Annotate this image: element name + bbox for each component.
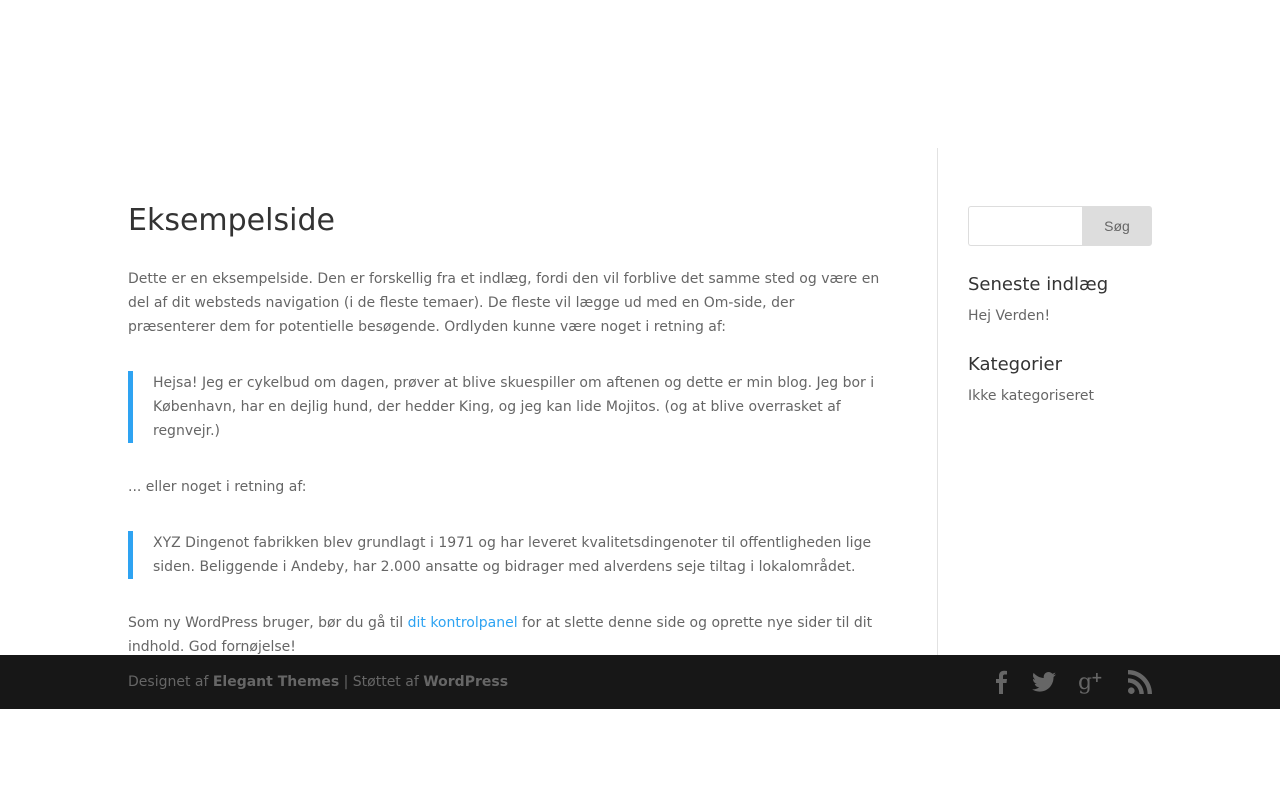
outro-paragraph: [128, 611, 880, 659]
middle-paragraph: ... eller noget i retning af:: [128, 479, 307, 495]
page-title: Eksempelside: [128, 203, 335, 238]
dashboard-link[interactable]: dit kontrolpanel: [407, 615, 518, 631]
footer: [0, 655, 1280, 709]
twitter-icon[interactable]: [1008, 670, 1056, 694]
svg-text:+: +: [1091, 670, 1103, 686]
category-link[interactable]: Ikke kategoriseret: [968, 388, 1095, 404]
search-input[interactable]: [968, 206, 1082, 246]
google-plus-icon[interactable]: [1056, 670, 1104, 694]
search-form: [968, 206, 1152, 246]
recent-post-link[interactable]: Hej Verden!: [968, 308, 1051, 324]
outro-text-before: Som ny WordPress bruger, bør du gå til: [128, 615, 408, 631]
footer-credits: [128, 674, 508, 690]
categories-title: Kategorier: [968, 354, 1062, 375]
content-area: [128, 148, 1152, 655]
footer-inner: [128, 655, 1152, 709]
list-item: [968, 384, 1152, 408]
intro-paragraph: Dette er en eksempelside. Den er forskellig fra et indlæg, fordi den vil forblive det samme sted og være en del af dit websteds navigation (i de fleste temaer). De fleste vil lægge ud med en Om-side, der præsenterer dem for potentielle besøgende. Ordlyden kunne være noget i retning af:: [128, 271, 880, 335]
facebook-icon[interactable]: [960, 670, 1008, 694]
search-button[interactable]: Søg: [1082, 206, 1152, 246]
outro-text-after: for at slette denne side og oprette nye sider til dit indhold. God fornøjelse!: [128, 615, 873, 655]
blockquote-1: [128, 371, 880, 443]
recent-posts-list: [968, 304, 1152, 328]
wordpress-link[interactable]: WordPress: [423, 674, 509, 690]
rss-icon[interactable]: [1104, 670, 1152, 694]
sidebar: [968, 206, 1152, 432]
svg-text:g: g: [1078, 670, 1093, 694]
main-content: [128, 148, 880, 655]
designer-link[interactable]: Elegant Themes: [212, 674, 340, 690]
blockquote-2: [128, 531, 880, 579]
recent-posts-title: Seneste indlæg: [968, 274, 1109, 295]
designed-by-text: Designet af: [128, 674, 209, 690]
blockquote-1-text: Hejsa! Jeg er cykelbud om dagen, prøver at blive skuespiller om aftenen og dette er min blog. Jeg bor i København, har en dejlig hund, der hedder King, og jeg kan lide Mojitos. (og at blive overrasket af regnvejr.): [153, 375, 875, 439]
powered-by-text: | Støttet af: [343, 674, 419, 690]
blockquote-2-text: XYZ Dingenot fabrikken blev grundlagt i 1971 og har leveret kvalitetsdingenoter til offentligheden lige siden. Beliggende i Andeby, har 2.000 ansatte og bidrager med alverdens seje tiltag i lokalområdet.: [153, 535, 872, 575]
social-icons: [960, 670, 1152, 694]
header: [0, 0, 1280, 148]
sidebar-divider: [937, 148, 938, 655]
list-item: [968, 304, 1152, 328]
categories-list: [968, 384, 1152, 408]
